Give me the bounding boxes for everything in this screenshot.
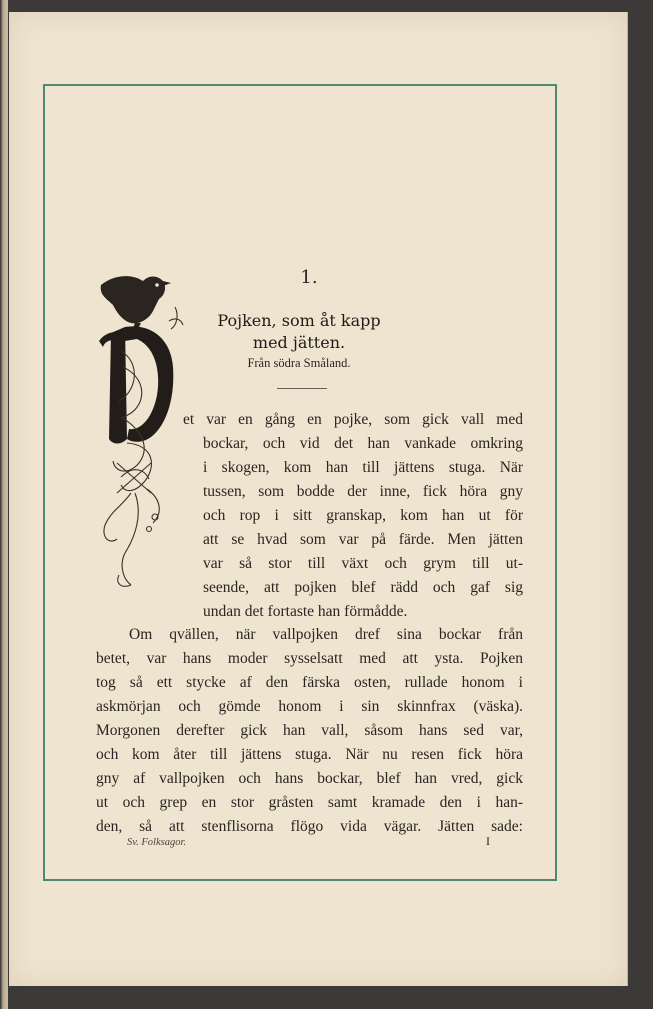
body-line-4: askmörjan och gömde honom i sin skinnfrax (väska). — [96, 698, 523, 715]
chapter-number: 1. — [300, 267, 318, 288]
page-sheet — [9, 12, 628, 986]
body-line-2: betet, var hans moder sysselsatt med att ysta. Pojken — [96, 650, 523, 667]
drop-cap-line-6: att se hvad som var på färde. Men jätten — [203, 531, 523, 548]
drop-cap-line-2: bockar, och vid det han vankade omkring — [203, 435, 523, 452]
footer-book-title: Sv. Folksagor. — [127, 837, 187, 848]
body-line-1: Om qvällen, när vallpojken dref sina bockar från — [129, 626, 523, 643]
previous-page-edge — [0, 0, 8, 1009]
chapter-title-line-2: med jätten. — [252, 333, 346, 352]
drop-cap-line-9: undan det fortaste han förmådde. — [203, 603, 408, 620]
drop-cap-line-3: i skogen, kom han till jättens stuga. När — [203, 459, 523, 476]
body-line-7: gny af vallpojken och hans bockar, blef han vred, gick — [96, 770, 523, 787]
drop-cap-line-4: tussen, som bodde der inne, fick höra gny — [203, 483, 523, 500]
drop-cap-line-7: var så stor till växt och grym till ut- — [203, 555, 523, 572]
chapter-subtitle: Från södra Småland. — [247, 356, 351, 370]
title-divider — [277, 388, 327, 389]
decorated-initial-d-icon — [91, 267, 191, 597]
footer-signature-mark: I — [486, 834, 490, 848]
drop-cap-line-5: och rop i sitt granskap, kom han ut för — [203, 507, 523, 524]
body-line-3: tog så ett stycke af den färska osten, rullade honom i — [96, 674, 523, 691]
bird-ornament-icon — [101, 276, 171, 333]
body-line-5: Morgonen derefter gick han vall, såsom hans sed var, — [96, 722, 523, 739]
chapter-title-line-1: Pojken, som åt kapp — [217, 311, 381, 330]
letter-d-shape — [99, 326, 173, 443]
body-line-6: och kom åter till jättens stuga. När nu resen fick höra — [96, 746, 523, 763]
body-line-9: den, så att stenflisorna flögo vida vägar. Jätten sade: — [96, 818, 523, 835]
drop-cap-line-1: et var en gång en pojke, som gick vall med — [183, 411, 523, 428]
chapter-title — [204, 310, 394, 354]
body-line-8: ut och grep en stor gråsten samt kramade den i han- — [96, 794, 523, 811]
drop-cap-line-8: seende, att pojken blef rädd och gaf sig — [203, 579, 523, 596]
